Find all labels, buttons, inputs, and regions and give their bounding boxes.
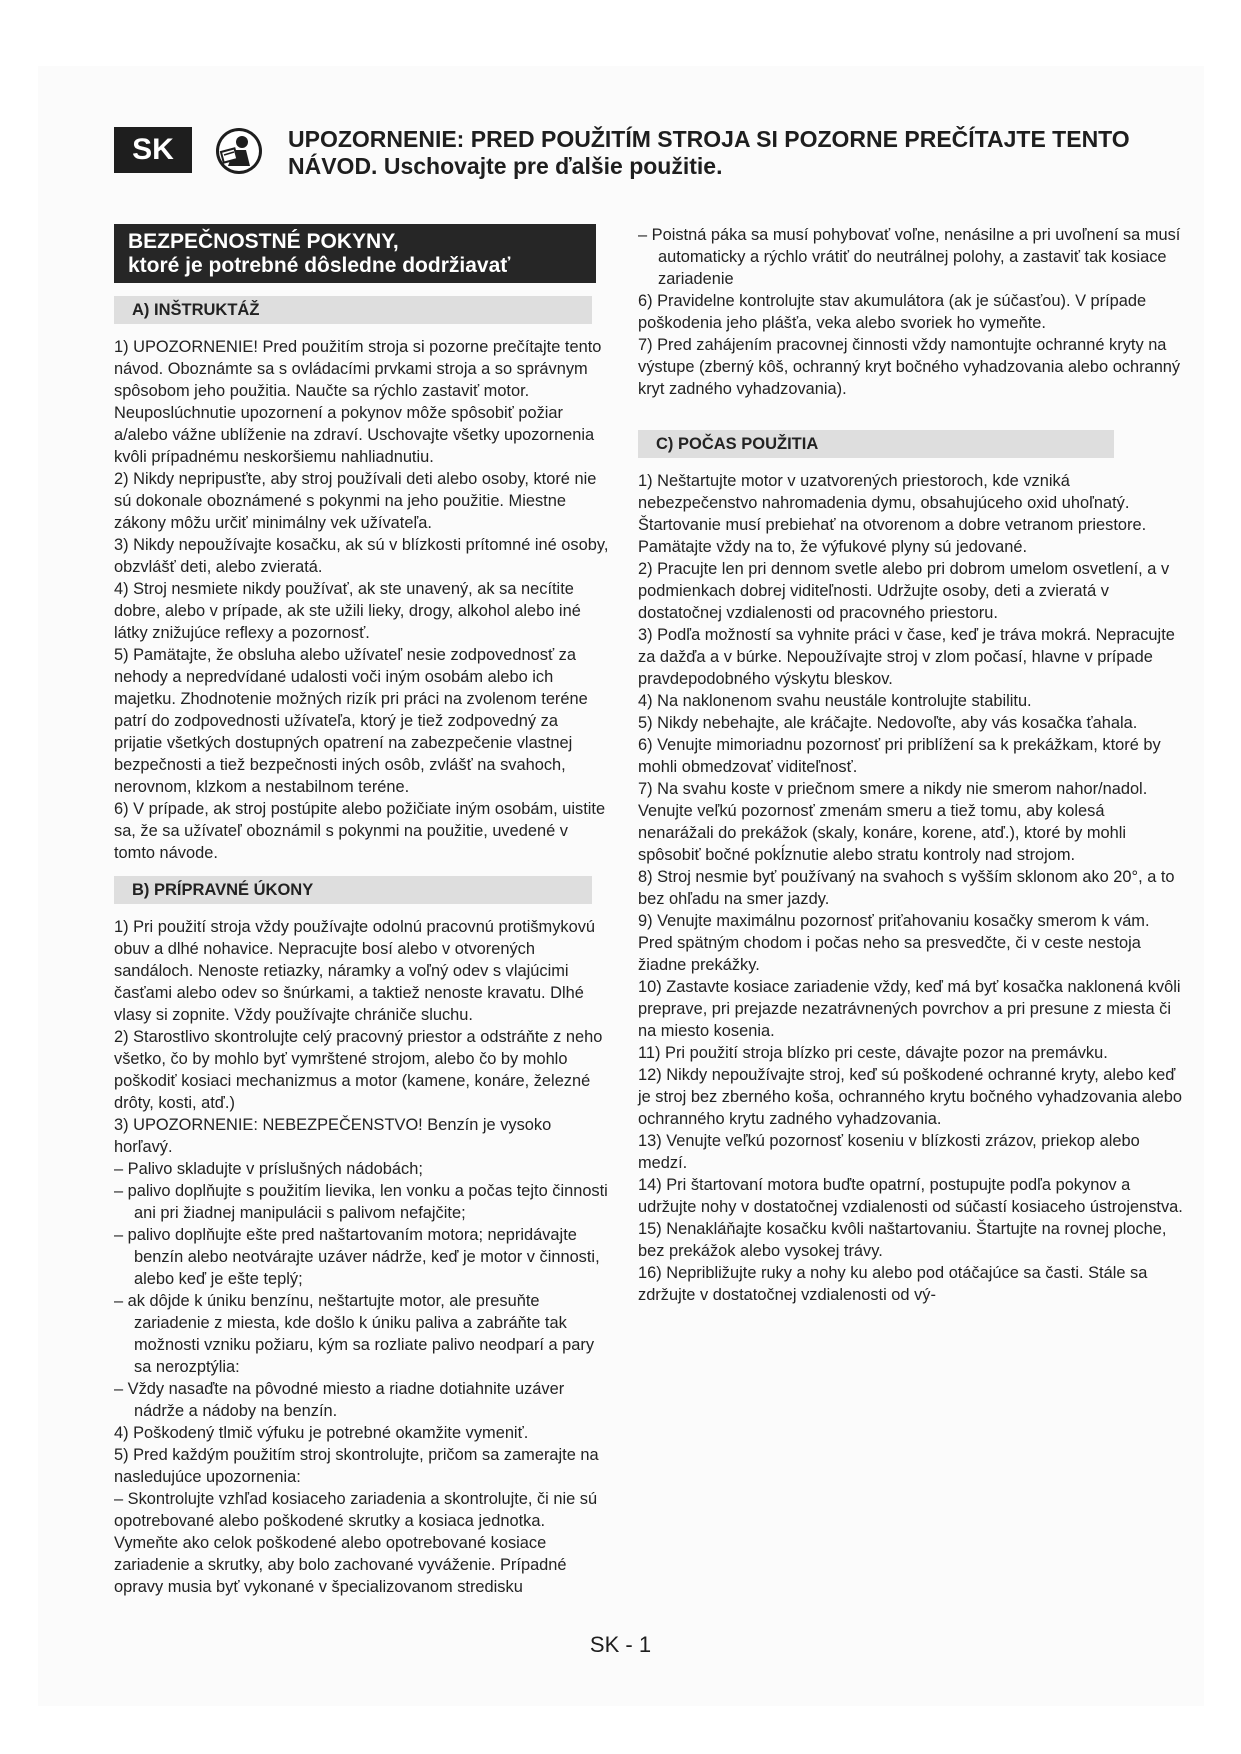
main-heading-line-2: ktoré je potrebné dôsledne dodržiavať — [128, 254, 511, 277]
section-b-paragraph: 1) Pri použití stroja vždy používajte odolnú pracovnú protišmykovú obuv a dlhé nohavice. Nepracujte bosí alebo v otvorených sandáloch. Nenoste retiazky, náramky a voľný odev s vlajúcimi časťami alebo odev so šnúrkami, a taktiež nenoste kravatu. Dlhé vlasy si zopnite. Vždy používajte chrániče sluchu. — [114, 918, 596, 1024]
section-c-paragraph: 1) Neštartujte motor v uzatvorených priestoroch, kde vzniká nebezpečenstvo nahromadenia dymu, obsahujúceho oxid uhoľnatý. Štartovanie musí prebiehať na otvorenom a dobre vetranom priestore. Pamätajte vždy na to, že výfukové plyny sú jedované. — [638, 472, 1147, 556]
right-column — [638, 224, 1184, 1306]
section-b-bullet: – palivo doplňujte ešte pred naštartovaním motora; nepridávajte benzín alebo neotvárajte uzáver nádrže, keď je motor v činnosti, alebo keď je ešte teplý; — [114, 1226, 600, 1288]
section-b-paragraph: 4) Poškodený tlmič výfuku je potrebné okamžite vymeniť. — [114, 1424, 529, 1442]
section-b-paragraph: 7) Pred zahájením pracovnej činnosti vždy namontujte ochranné kryty na výstupe (zberný kôš, ochranný kryt bočného vyhadzovania alebo ochranný kryt zadného vyhadzovania). — [638, 336, 1181, 398]
section-a-paragraph: 5) Pamätajte, že obsluha alebo užívateľ nesie zodpovednosť za nehody a nepredvídané udalosti voči iným osobám alebo ich majetku. Zhodnotenie možných rizík pri práci na zvolenom teréne patrí do zodpovednosti užívateľa, ktorý je tiež zodpovedný za prijatie všetkých dostupných opatrení na zabezpečenie vlastnej bezpečnosti a tiež bezpečnosti iných osôb, zvlášť na svahoch, nerovnom, klzkom a nestabilnom teréne. — [114, 646, 588, 796]
warning-line-2: NÁVOD. Uschovajte pre ďalšie použitie. — [288, 153, 723, 179]
section-a-paragraph: 4) Stroj nesmiete nikdy používať, ak ste unavený, ak sa necítite dobre, alebo v prípade, ak ste užili lieky, drogy, alkohol alebo iné látky znižujúce reflexy a pozornosť. — [114, 580, 581, 642]
main-heading-line-1: BEZPEČNOSTNÉ POKYNY, — [128, 230, 399, 253]
section-a-paragraph: 2) Nikdy nepripusťte, aby stroj používali deti alebo osoby, ktoré nie sú dokonale oboznámené s pokynmi na jeho použitie. Miestne zákony môžu určiť minimálny vek užívateľa. — [114, 470, 597, 532]
main-heading — [114, 224, 596, 283]
section-b-paragraph: – Skontrolujte vzhľad kosiaceho zariadenia a skontrolujte, či nie sú opotrebované alebo poškodené skrutky a kosiaca jednotka. Vymeňte ako celok poškodené alebo opotrebované kosiace zariadenie a skrutky, aby bolo zachované vyváženie. Prípadné opravy musia byť vykonané v špecializovanom stredisku — [114, 1490, 598, 1596]
read-manual-icon — [214, 126, 264, 176]
section-c-paragraph: 8) Stroj nesmie byť používaný na svahoch s vyšším sklonom ako 20°, a to bez ohľadu na smer jazdy. — [638, 868, 1175, 908]
warning-header — [288, 126, 1188, 180]
section-b-bullet: – ak dôjde k úniku benzínu, neštartujte motor, ale presuňte zariadenie z miesta, kde došlo k úniku paliva a zabráňte tak možnosti vzniku požiaru, kým sa rozliate palivo neodparí a pary sa nerozptýlia: — [114, 1292, 595, 1376]
page-number: SK - 1 — [589, 1632, 652, 1657]
section-c-paragraph: 7) Na svahu koste v priečnom smere a nikdy nie smerom nahor/nadol. Venujte veľkú pozornosť zmenám smeru a tiež tomu, aby kolesá nenarážali do prekážok (skaly, konáre, korene, atď.), ktoré by mohli spôsobiť bočné pokĺznutie alebo stratu kontroly nad strojom. — [638, 780, 1148, 864]
section-b-paragraph: 5) Pred každým použitím stroj skontrolujte, pričom sa zamerajte na nasledujúce upozornenia: — [114, 1446, 599, 1486]
section-c-paragraph: 2) Pracujte len pri dennom svetle alebo pri dobrom umelom osvetlení, a v podmienkach dobrej viditeľnosti. Udržujte osoby, deti a zvieratá v dostatočnej vzdialenosti od pracovného priestoru. — [638, 560, 1170, 622]
section-a-heading: A) INŠTRUKTÁŽ — [114, 296, 592, 324]
section-c-paragraph: 3) Podľa možností sa vyhnite práci v čase, keď je tráva mokrá. Nepracujte za dažďa a v búrke. Nepoužívajte stroj v zlom počasí, hlavne v prípade pravdepodobného výskytu bleskov. — [638, 626, 1175, 688]
section-b-bullet: – palivo doplňujte s použitím lievika, len vonku a počas tejto činnosti ani pri žiadnej manipulácii s palivom nefajčite; — [114, 1182, 608, 1222]
section-a-paragraph: 3) Nikdy nepoužívajte kosačku, ak sú v blízkosti prítomné iné osoby, obzvlášť deti, alebo zvieratá. — [114, 536, 609, 576]
section-c-paragraph: 11) Pri použití stroja blízko pri ceste, dávajte pozor na premávku. — [638, 1044, 1108, 1062]
warning-line-1: UPOZORNENIE: PRED POUŽITÍM STROJA SI POZORNE PREČÍTAJTE TENTO — [288, 126, 1130, 152]
section-c-paragraph: 13) Venujte veľkú pozornosť koseniu v blízkosti zrázov, priekop alebo medzí. — [638, 1132, 1140, 1172]
section-c-paragraph: 4) Na naklonenom svahu neustále kontrolujte stabilitu. — [638, 692, 1032, 710]
section-b-heading: B) PRÍPRAVNÉ ÚKONY — [114, 876, 592, 904]
section-a-paragraph: 6) V prípade, ak stroj postúpite alebo požičiate iným osobám, uistite sa, že sa užívateľ oboznámil s pokynmi na použitie, uvedené v tomto návode. — [114, 800, 606, 862]
left-column — [114, 224, 610, 1598]
section-b-bullet: – Vždy nasaďte na pôvodné miesto a riadne dotiahnite uzáver nádrže a nádoby na benzín. — [114, 1380, 565, 1420]
section-c-paragraph: 12) Nikdy nepoužívajte stroj, keď sú poškodené ochranné kryty, alebo keď je stroj bez zberného koša, ochranného krytu bočného vyhadzovania alebo ochranného krytu zadného vyhadzovania. — [638, 1066, 1182, 1128]
section-b-paragraph: 3) UPOZORNENIE: NEBEZPEČENSTVO! Benzín je vysoko horľavý. — [114, 1116, 552, 1156]
section-c-paragraph: 6) Venujte mimoriadnu pozornosť pri priblížení sa k prekážkam, ktoré by mohli obmedzovať viditeľnosť. — [638, 736, 1161, 776]
section-c-paragraph: 9) Venujte maximálnu pozornosť priťahovaniu kosačky smerom k vám. Pred spätným chodom i počas neho sa presvedčte, či v ceste nestoja žiadne prekážky. — [638, 912, 1150, 974]
section-b-bullet: – Palivo skladujte v príslušných nádobách; — [114, 1160, 423, 1178]
section-c-heading: C) POČAS POUŽITIA — [638, 430, 1114, 458]
language-badge: SK — [114, 127, 192, 173]
section-c-paragraph: 5) Nikdy nebehajte, ale kráčajte. Nedovoľte, aby vás kosačka ťahala. — [638, 714, 1138, 732]
section-c-paragraph: 10) Zastavte kosiace zariadenie vždy, keď má byť kosačka naklonená kvôli preprave, pri prejazde nezatrávnených povrchov a pri presune z miesta či na miesto kosenia. — [638, 978, 1181, 1040]
section-b-bullet: – Poistná páka sa musí pohybovať voľne, nenásilne a pri uvoľnení sa musí automaticky a rýchlo vrátiť do neutrálnej polohy, a zastaviť tak kosiace zariadenie — [638, 226, 1181, 288]
section-b-paragraph: 6) Pravidelne kontrolujte stav akumulátora (ak je súčasťou). V prípade poškodenia jeho plášťa, veka alebo svoriek ho vymeňte. — [638, 292, 1147, 332]
section-c-paragraph: 16) Nepribližujte ruky a nohy ku alebo pod otáčajúce sa časti. Stále sa zdržujte v dostatočnej vzdialenosti od vý- — [638, 1264, 1148, 1304]
section-c-paragraph: 14) Pri štartovaní motora buďte opatrní, postupujte podľa pokynov a udržujte nohy v dostatočnej vzdialenosti od súčastí kosiaceho ústrojenstva. — [638, 1176, 1183, 1216]
section-c-paragraph: 15) Nenakláňajte kosačku kvôli naštartovaniu. Štartujte na rovnej ploche, bez prekážok alebo vysokej trávy. — [638, 1220, 1167, 1260]
section-b-paragraph: 2) Starostlivo skontrolujte celý pracovný priestor a odstráňte z neho všetko, čo by mohlo byť vymrštené strojom, alebo čo by mohlo poškodiť kosiaci mechanizmus a motor (kamene, konáre, železné drôty, kosti, atď.) — [114, 1028, 603, 1112]
section-a-paragraph: 1) UPOZORNENIE! Pred použitím stroja si pozorne prečítajte tento návod. Oboznámte sa s ovládacími prvkami stroja a so správnym spôsobom jeho použitia. Naučte sa rýchlo zastaviť motor. Neuposlúchnutie upozornení a pokynov môže spôsobiť požiar a/alebo vážne ublíženie na zdraví. Uschovajte všetky upozornenia kvôli prípadnému neskoršiemu nahliadnutiu. — [114, 338, 602, 466]
